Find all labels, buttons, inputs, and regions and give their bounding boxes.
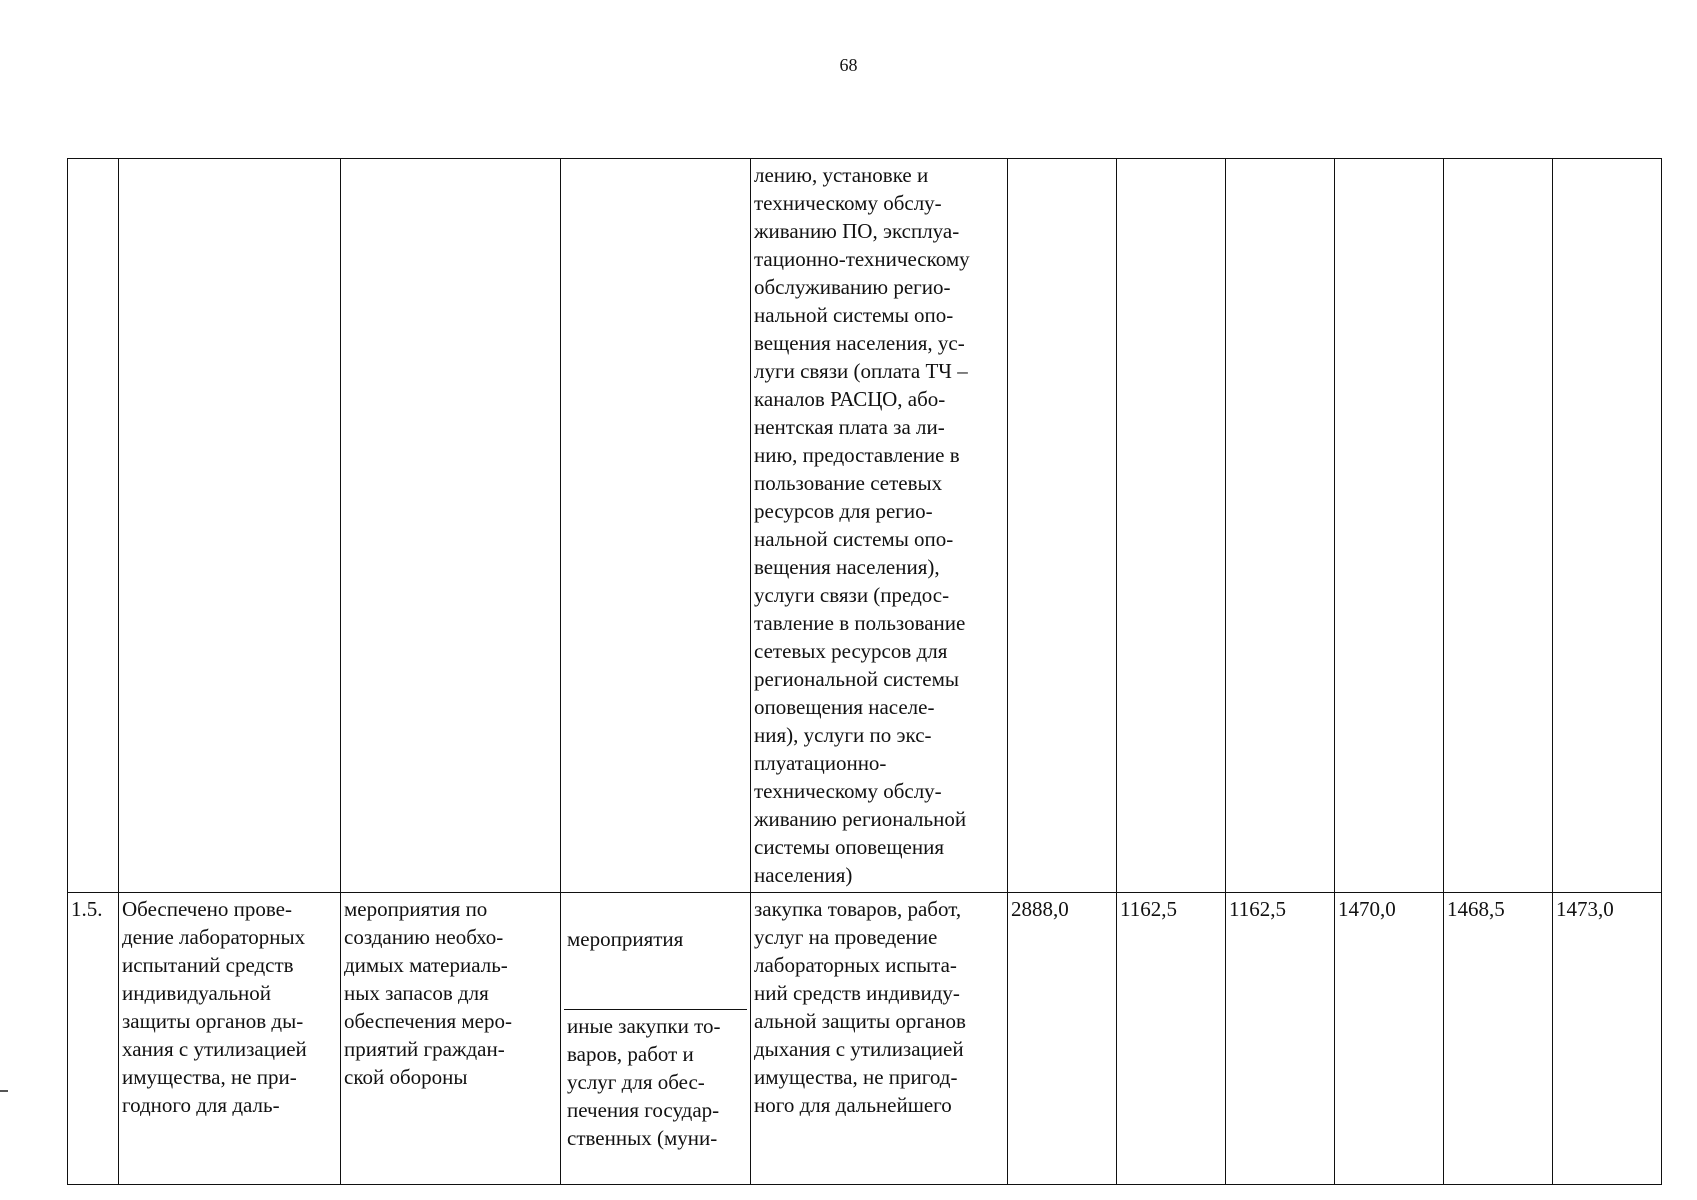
cell-value-2: 1162,5: [1117, 893, 1226, 1185]
cell-expense-type: [561, 893, 751, 1185]
cell-value-empty-3: [1226, 159, 1335, 893]
cell-value-empty-6: [1553, 159, 1662, 893]
cell-value-empty-2: [1117, 159, 1226, 893]
cell-type-empty: [561, 159, 751, 893]
cell-num-empty: [68, 159, 119, 893]
cell-value-3: 1162,5: [1226, 893, 1335, 1185]
cell-value-4: 1470,0: [1335, 893, 1444, 1185]
cell-value-empty-1: [1008, 159, 1117, 893]
table-row-1-5: [68, 893, 1662, 1185]
expense-type-bottom: иные закупки то- варов, работ и услуг для обес- печения государ- ственных (муни-: [567, 1014, 721, 1150]
budget-table: [67, 158, 1662, 1185]
cell-row-number: 1.5.: [68, 893, 119, 1185]
cell-details: закупка товаров, работ, услуг на проведение лабораторных испыта- ний средств индивиду- альной защиты органов дыхания с утилизацией имущества, не пригод- ного для дальнейшего: [751, 893, 1008, 1185]
cell-result: Обеспечено прове- дение лабораторных испытаний средств индивидуальной защиты органов ды- хания с утилизацией имущества, не при- годного для даль-: [119, 893, 341, 1185]
table-row-continuation: [68, 159, 1662, 893]
cell-details-continuation: лению, установке и техническому обслу- живанию ПО, эксплуа- тационно-техническому обслуживанию регио- нальной системы опо- вещения населения, ус- луги связи (оплата ТЧ – каналов РАСЦО, або- нентская плата за ли- нию, предоставление в пользование сетевых ресурсов для регио- нальной системы опо- вещения населения), услуги связи (предос- тавление в пользование сетевых ресурсов для региональной системы оповещения населе- ния), услуги по экс- плуатационно- техническому обслу- живанию региональной системы оповещения населения): [751, 159, 1008, 893]
cell-measure-empty: [341, 159, 561, 893]
cell-value-6: 1473,0: [1553, 893, 1662, 1185]
cell-value-empty-5: [1444, 159, 1553, 893]
cell-value-empty-4: [1335, 159, 1444, 893]
expense-type-top: мероприятия: [564, 923, 747, 1010]
cell-value-1: 2888,0: [1008, 893, 1117, 1185]
cell-value-5: 1468,5: [1444, 893, 1553, 1185]
cell-result-empty: [119, 159, 341, 893]
cell-measure: мероприятия по созданию необхо- димых материаль- ных запасов для обеспечения меро- приятий граждан- ской обороны: [341, 893, 561, 1185]
page-number: 68: [839, 55, 858, 75]
scan-margin-mark: [0, 1090, 8, 1092]
